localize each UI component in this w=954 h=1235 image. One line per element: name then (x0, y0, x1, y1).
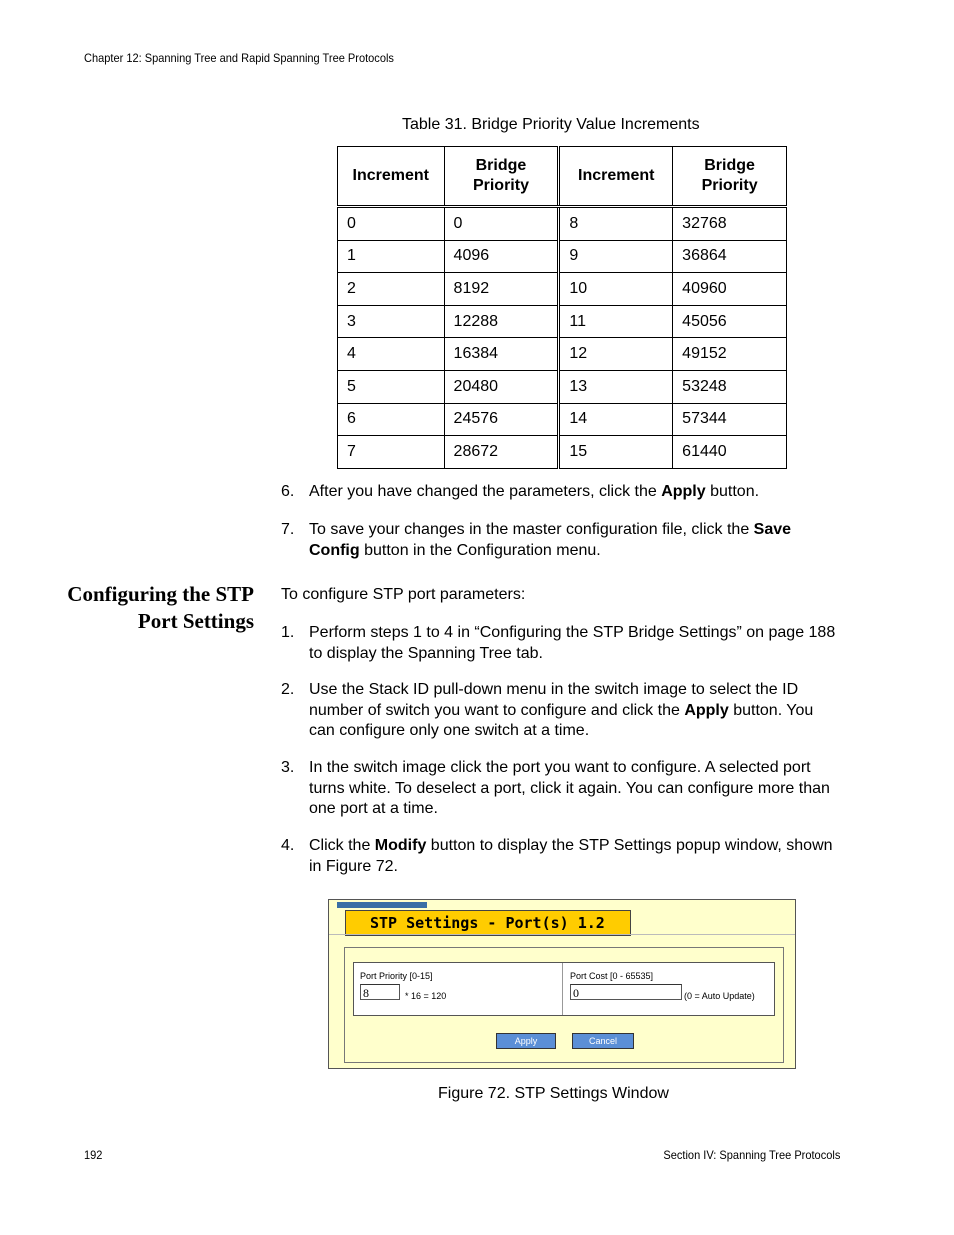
step-2 (281, 680, 841, 742)
step-7 (281, 520, 841, 562)
section-intro: To configure STP port parameters: (281, 586, 526, 603)
step-4 (281, 836, 841, 878)
table-cell: 32768 (673, 207, 787, 241)
table-row (338, 305, 787, 338)
table-cell: 28672 (444, 436, 559, 469)
bridge-priority-table (337, 146, 787, 469)
step-number: 1. (281, 624, 295, 641)
port-cost-input[interactable]: 0 (570, 984, 682, 1000)
step-6 (281, 482, 841, 504)
table-cell: 53248 (673, 370, 787, 403)
fields-divider (562, 963, 563, 1015)
footer-section: Section IV: Spanning Tree Protocols (663, 1148, 840, 1162)
step-1 (281, 623, 841, 665)
table-cell: 12288 (444, 305, 559, 338)
table-cell: 4 (338, 338, 445, 371)
table-cell: 12 (559, 338, 673, 371)
step-number: 4. (281, 837, 295, 854)
table-row (338, 273, 787, 306)
column-header: Bridge Priority (673, 147, 787, 207)
table-row (338, 370, 787, 403)
step-3 (281, 758, 841, 820)
table-cell: 10 (559, 273, 673, 306)
table-cell: 0 (338, 207, 445, 241)
table-cell: 4096 (444, 240, 559, 273)
table-cell: 1 (338, 240, 445, 273)
table-row (338, 403, 787, 436)
table-cell: 20480 (444, 370, 559, 403)
table-cell: 3 (338, 305, 445, 338)
step-text: To save your changes in the master configuration file, click the Save Config button in the Configuration menu. (309, 521, 792, 559)
table-cell: 57344 (673, 403, 787, 436)
step-number: 3. (281, 759, 295, 776)
table-cell: 49152 (673, 338, 787, 371)
table-cell: 15 (559, 436, 673, 469)
port-cost-note: (0 = Auto Update) (684, 991, 755, 1001)
settings-fields-box (353, 962, 775, 1016)
figure-caption: Figure 72. STP Settings Window (438, 1085, 669, 1102)
column-header: Increment (338, 147, 445, 207)
table-cell: 8192 (444, 273, 559, 306)
table-cell: 0 (444, 207, 559, 241)
cancel-button[interactable]: Cancel (572, 1033, 634, 1049)
stp-settings-window (328, 899, 796, 1069)
window-title: STP Settings - Port(s) 1.2 (370, 914, 605, 932)
settings-panel (344, 947, 784, 1063)
table-cell: 61440 (673, 436, 787, 469)
table-cell: 16384 (444, 338, 559, 371)
column-header: Bridge Priority (444, 147, 559, 207)
table-cell: 14 (559, 403, 673, 436)
step-text: In the switch image click the port you want to configure. A selected port turns white. To deselect a port, click it again. You can configure more than one port at a time. (309, 759, 830, 817)
window-top-bar (337, 902, 427, 908)
table-header-row (338, 147, 787, 207)
table-row (338, 338, 787, 371)
step-number: 2. (281, 681, 295, 698)
step-text: After you have changed the parameters, click the Apply button. (309, 483, 760, 500)
apply-button[interactable]: Apply (496, 1033, 556, 1049)
window-title-bar (345, 910, 631, 936)
table-cell: 7 (338, 436, 445, 469)
table-caption: Table 31. Bridge Priority Value Increments (402, 116, 700, 133)
table-cell: 11 (559, 305, 673, 338)
step-text: Click the Modify button to display the STP Settings popup window, shown in Figure 72. (309, 837, 833, 875)
step-text: Use the Stack ID pull-down menu in the switch image to select the ID number of switch you want to configure and click the Apply button. You can configure only one switch at a time. (309, 681, 814, 739)
table-row (338, 207, 787, 241)
chapter-header: Chapter 12: Spanning Tree and Rapid Spanning Tree Protocols (84, 51, 394, 65)
port-priority-label: Port Priority [0-15] (360, 971, 433, 981)
table-cell: 9 (559, 240, 673, 273)
table-cell: 8 (559, 207, 673, 241)
column-header: Increment (559, 147, 673, 207)
table-cell: 40960 (673, 273, 787, 306)
page-number: 192 (84, 1148, 103, 1162)
table-cell: 24576 (444, 403, 559, 436)
table-cell: 36864 (673, 240, 787, 273)
section-heading: Configuring the STP Port Settings (67, 582, 254, 633)
port-priority-note: * 16 = 120 (405, 991, 447, 1001)
table-row (338, 436, 787, 469)
step-number: 6. (281, 483, 295, 500)
port-priority-input[interactable]: 8 (360, 984, 400, 1000)
title-separator (329, 934, 795, 935)
table-cell: 13 (559, 370, 673, 403)
port-cost-label: Port Cost [0 - 65535] (570, 971, 654, 981)
table-cell: 2 (338, 273, 445, 306)
table-cell: 5 (338, 370, 445, 403)
table-cell: 6 (338, 403, 445, 436)
table-row (338, 240, 787, 273)
table-cell: 45056 (673, 305, 787, 338)
step-text: Perform steps 1 to 4 in “Configuring the STP Bridge Settings” on page 188 to display the Spanning Tree tab. (309, 624, 836, 662)
step-number: 7. (281, 521, 295, 538)
